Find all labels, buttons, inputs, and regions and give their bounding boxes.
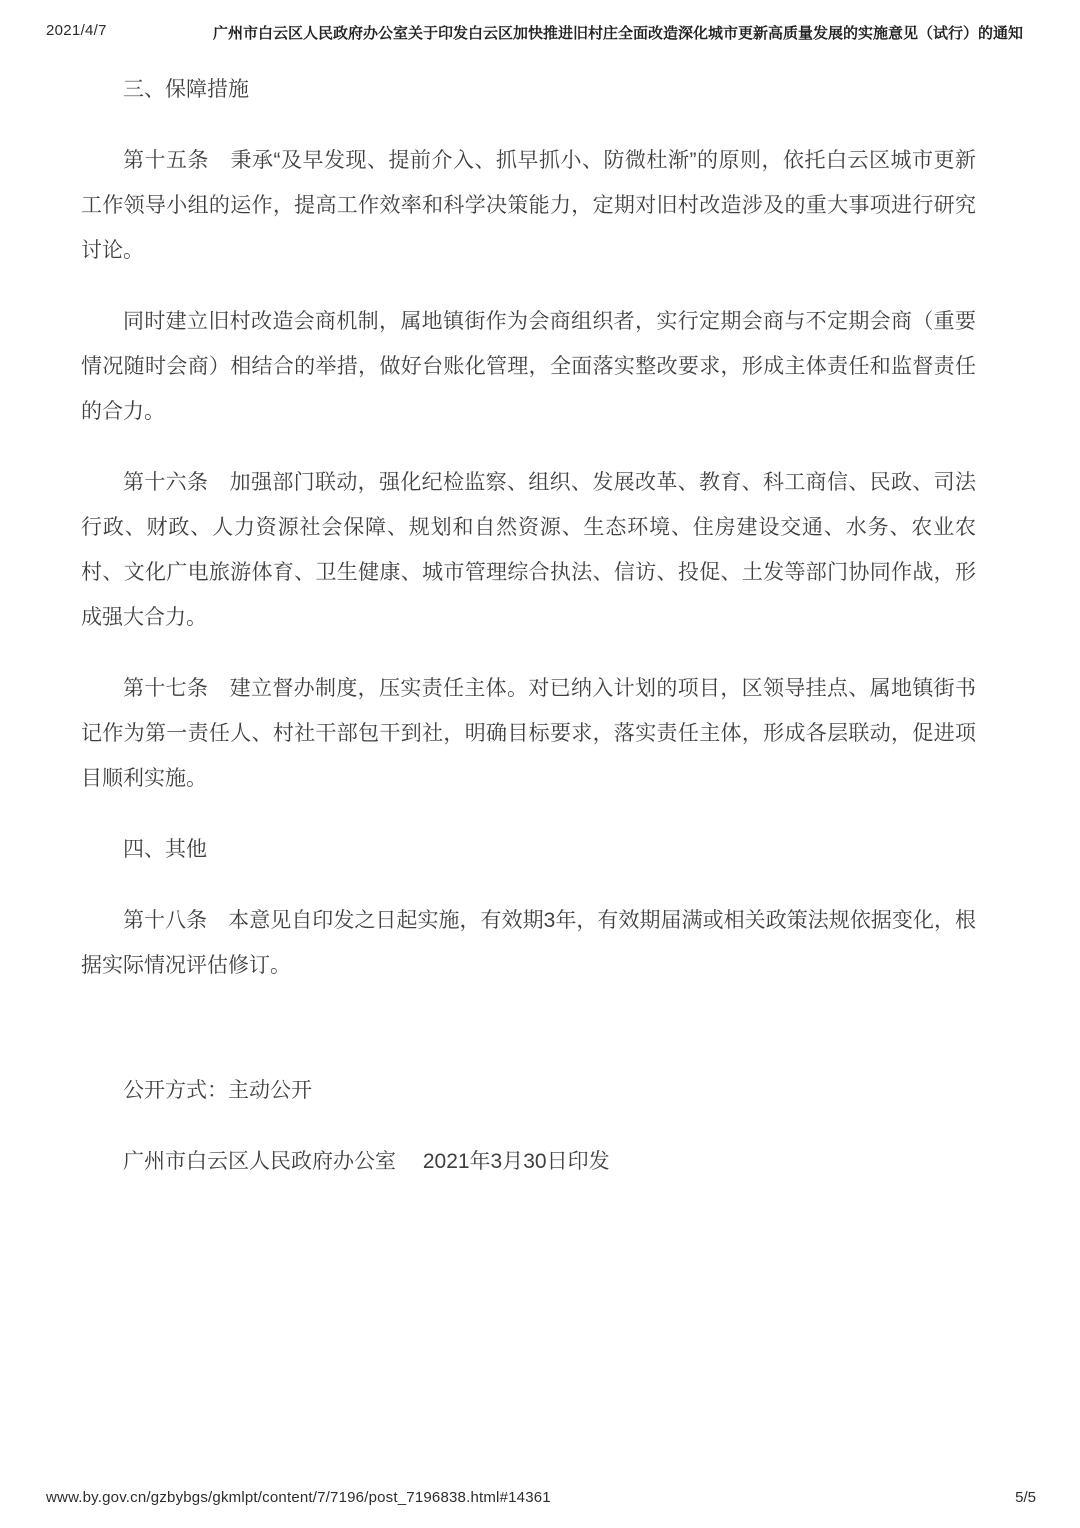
paragraph-article-15: 第十五条 秉承“及早发现、提前介入、抓早抓小、防微杜渐”的原则，依托白云区城市更新工作领导小组的运作，提高工作效率和科学决策能力，定期对旧村改造涉及的重大事项进行研究讨论。 (81, 149, 976, 262)
print-date: 2021/4/7 (46, 22, 107, 39)
issue-date-line: 广州市白云区人民政府办公室 2021年3月30日印发 (123, 1150, 610, 1173)
publish-method-line: 公开方式：主动公开 (123, 1079, 312, 1102)
print-footer (46, 1489, 1036, 1506)
document-title: 广州市白云区人民政府办公室关于印发白云区加快推进旧村庄全面改造深化城市更新高质量发展的实施意见（试行）的通知 (212, 25, 1023, 42)
document-body (81, 67, 976, 1210)
paragraph-article-18: 第十八条 本意见自印发之日起实施，有效期3年，有效期届满或相关政策法规依据变化，根据实际情况评估修订。 (81, 909, 976, 977)
print-header (46, 22, 1040, 43)
section-heading-safeguard-measures: 三、保障措施 (123, 78, 249, 101)
section-heading-others: 四、其他 (123, 838, 207, 861)
paragraph-article-17: 第十七条 建立督办制度，压实责任主体。对已纳入计划的项目，区领导挂点、属地镇街书记作为第一责任人、村社干部包干到社，明确目标要求，落实责任主体，形成各层联动，促进项目顺利实施。 (81, 677, 976, 790)
paragraph-consultation-mechanism: 同时建立旧村改造会商机制，属地镇街作为会商组织者，实行定期会商与不定期会商（重要情况随时会商）相结合的举措，做好台账化管理，全面落实整改要求，形成主体责任和监督责任的合力。 (81, 310, 976, 423)
paragraph-article-16: 第十六条 加强部门联动，强化纪检监察、组织、发展改革、教育、科工商信、民政、司法行政、财政、人力资源社会保障、规划和自然资源、生态环境、住房建设交通、水务、农业农村、文化广电旅游体育、卫生健康、城市管理综合执法、信访、投促、土发等部门协同作战，形成强大合力。 (81, 471, 976, 629)
footer-url: www.by.gov.cn/gzbybgs/gkmlpt/content/7/7196/post_7196838.html#14361 (46, 1489, 551, 1506)
page-number: 5/5 (1015, 1489, 1036, 1506)
